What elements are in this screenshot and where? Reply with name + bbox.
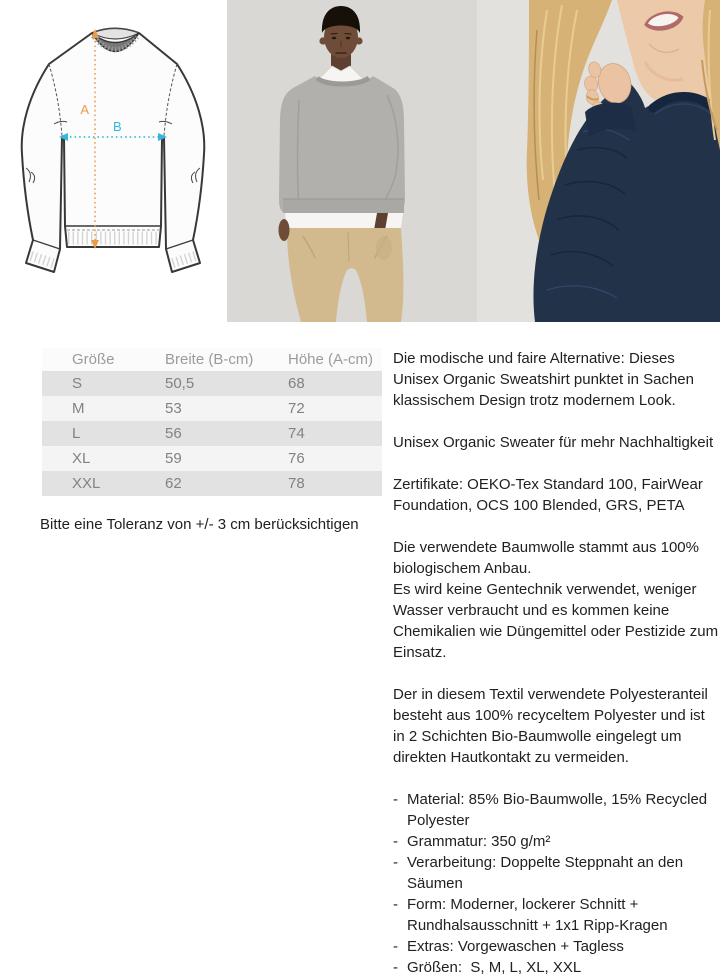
bullet-dash: - (393, 833, 398, 850)
product-image-gallery (0, 0, 720, 322)
male-model-illustration (227, 0, 477, 322)
spec-item-verarbeitung (393, 852, 720, 894)
spec-text: Grammatur: 350 g/m² (407, 833, 551, 850)
spec-text: Größen: S, M, L, XL, XXL (407, 959, 582, 976)
description-certificates: Zertifikate: OEKO-Tex Standard 100, FairWear Foundation, OCS 100 Blended, GRS, PETA (393, 476, 703, 514)
bullet-dash: - (393, 791, 398, 808)
size-cell: 50,5 (165, 375, 195, 392)
tolerance-note: Bitte eine Toleranz von +/- 3 cm berücksichtigen (40, 516, 359, 533)
size-cell: L (72, 425, 81, 442)
spec-item-material (393, 789, 720, 831)
size-cell: XL (72, 450, 91, 467)
size-cell: 76 (288, 450, 305, 467)
height-measure-label: A (80, 102, 89, 117)
size-cell: 68 (288, 375, 305, 392)
size-table-header-row (42, 348, 382, 371)
spec-text: Material: 85% Bio-Baumwolle, 15% Recycled Polyester (407, 791, 712, 829)
female-model-photo[interactable] (477, 0, 720, 322)
description-polyester: Der in diesem Textil verwendete Polyesteranteil besteht aus 100% recyceltem Polyester und ist in 2 Schichten Bio-Baumwolle eingelegt um direkten Hautkontakt zu vermeiden. (393, 686, 708, 766)
size-cell: 62 (165, 475, 182, 492)
bullet-dash: - (393, 854, 398, 871)
product-info-section (0, 322, 720, 978)
spec-text: Form: Moderner, lockerer Schnitt + Rundhalsausschnitt + 1x1 Ripp-Kragen (407, 896, 668, 934)
size-row-xxl (42, 471, 382, 496)
spec-item-grammatur (393, 831, 720, 852)
female-model-illustration (477, 0, 720, 322)
size-table-column (42, 348, 382, 535)
sweatshirt-diagram (0, 0, 227, 322)
size-row-s (42, 371, 382, 396)
size-cell: M (72, 400, 85, 417)
spec-item-extras (393, 936, 720, 957)
size-cell: 72 (288, 400, 305, 417)
size-cell: 53 (165, 400, 182, 417)
bullet-dash: - (393, 896, 398, 913)
size-row-l (42, 421, 382, 446)
size-cell: 74 (288, 425, 305, 442)
spec-text: Extras: Vorgewaschen + Tagless (407, 938, 624, 955)
size-diagram-image[interactable] (0, 0, 227, 322)
size-cell: 56 (165, 425, 182, 442)
product-description (393, 348, 720, 978)
description-cotton-1: Die verwendete Baumwolle stammt aus 100% biologischem Anbau. (393, 539, 699, 577)
description-sustainability: Unisex Organic Sweater für mehr Nachhaltigkeit (393, 434, 714, 451)
description-intro: Die modische und faire Alternative: Dieses Unisex Organic Sweatshirt punktet in Sachen klassischem Design trotz modernem Look. (393, 350, 694, 409)
size-cell: 78 (288, 475, 305, 492)
male-model-photo[interactable] (227, 0, 477, 322)
col-header-size: Größe (72, 351, 115, 368)
size-row-xl (42, 446, 382, 471)
bullet-dash: - (393, 938, 398, 955)
size-table (42, 348, 382, 496)
width-measure-label: B (113, 119, 122, 134)
bullet-dash: - (393, 959, 398, 976)
size-row-m (42, 396, 382, 421)
col-header-width: Breite (B-cm) (165, 351, 254, 368)
spec-text: Verarbeitung: Doppelte Steppnaht an den Säumen (407, 854, 688, 892)
col-header-height: Höhe (A-cm) (288, 351, 374, 368)
description-cotton-2: Es wird keine Gentechnik verwendet, weniger Wasser verbraucht und es kommen keine Chemikalien wie Düngemittel oder Pestizide zum Einsatz. (393, 581, 719, 661)
size-cell: 59 (165, 450, 182, 467)
spec-item-form (393, 894, 720, 936)
size-cell: XXL (72, 475, 101, 492)
spec-list (393, 789, 720, 978)
spec-item-groessen (393, 957, 720, 978)
size-cell: S (72, 375, 83, 392)
